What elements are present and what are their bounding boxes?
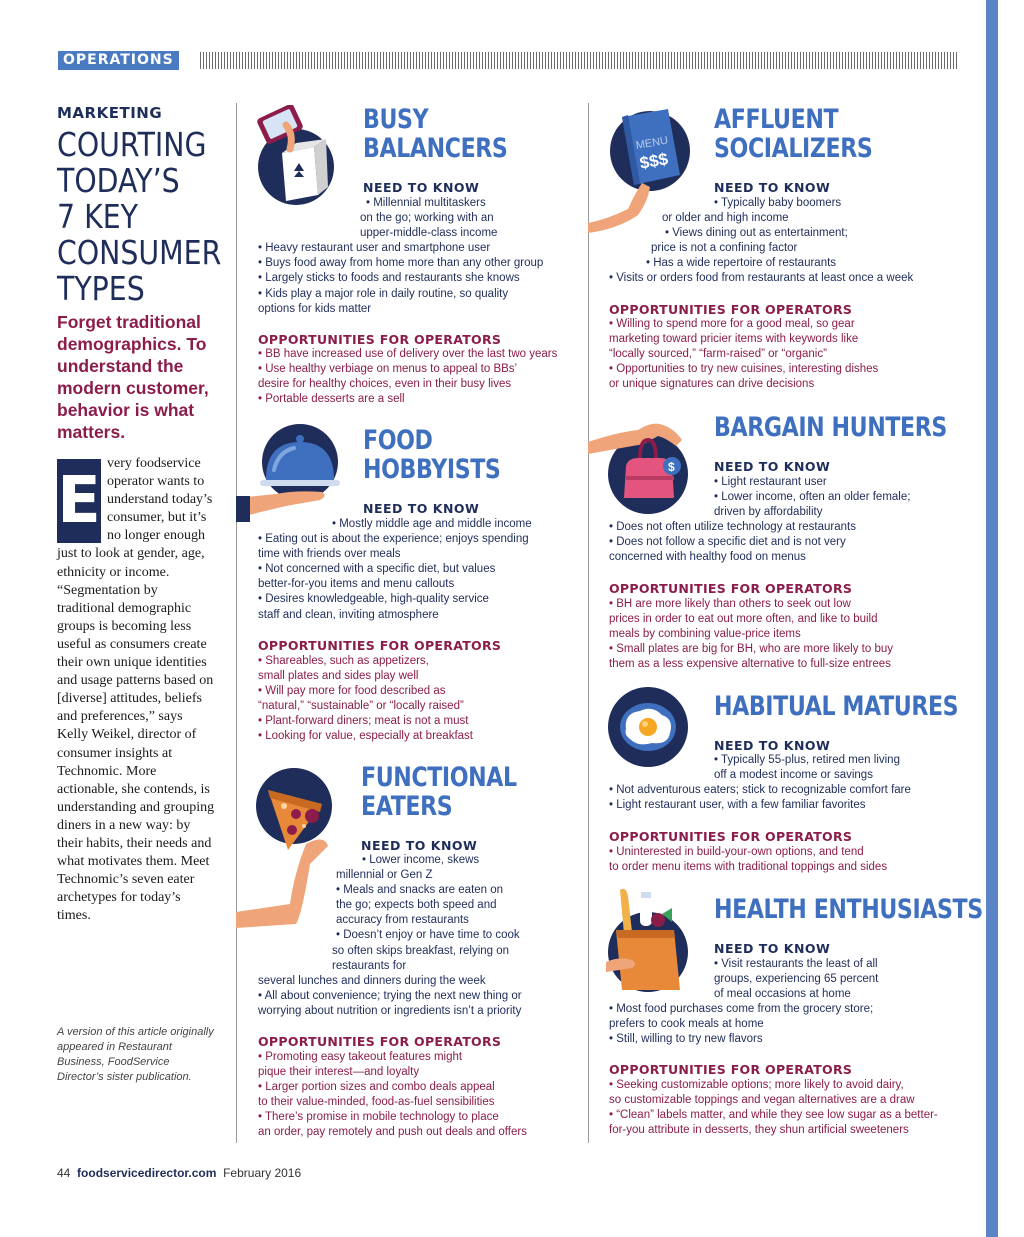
opportunities-heading: OPPORTUNITIES FOR OPERATORS (609, 829, 853, 844)
list-item: • Lower income, skews (362, 854, 480, 866)
list-item: • Meals and snacks are eaten on (336, 884, 504, 897)
list-item: • Opportunities to try new cuisines, interesting dishes (609, 363, 879, 376)
list-item: on the go; working with an (360, 212, 494, 225)
list-item: • Has a wide repertoire of restaurants (646, 257, 837, 270)
opportunities-list (609, 845, 887, 875)
list-item: to order menu items with traditional toppings and sides (609, 861, 888, 874)
list-item: • Doesn’t enjoy or have time to cook (336, 929, 520, 942)
list-item: • Promoting easy takeout features might (258, 1051, 463, 1063)
need-to-know-list (609, 957, 878, 1048)
headline-line: TODAY’S (57, 161, 180, 200)
list-item: • Light restaurant user, with a few familiar favorites (609, 799, 866, 812)
opportunities-list (609, 1078, 938, 1138)
body-text: very foodservice operator wants to understand today’s consumer, but it’s no longer enough just to look at gender, age, ethnicity or income. “Segmentation by traditional demographic groups is becoming less useful as consumers create their own unique identities and usage patterns based on [diverse] attitudes, beliefs and preferences,” says Kelly Weikel, director of consumer insights at Technomic. More actionable, she contends, is understanding and grouping diners in a new way: by their habits, their needs and what motivates them. Meet Technomic’s seven eater archetypes for today’s times. (57, 456, 215, 924)
need-to-know-heading: NEED TO KNOW (714, 941, 831, 956)
list-item: • Eating out is about the experience; enjoys spending (258, 533, 529, 546)
list-item: • Desires knowledgeable, high-quality service (258, 593, 489, 606)
list-item: • All about convenience; trying the next new thing or (258, 989, 522, 1002)
need-to-know-heading: NEED TO KNOW (363, 180, 480, 195)
list-item: price is not a confining factor (651, 242, 798, 255)
list-item: concerned with healthy food on menus (609, 551, 806, 564)
list-item: • Not concerned with a specific diet, but values (258, 563, 496, 576)
list-item: staff and clean, inviting atmosphere (258, 608, 439, 621)
list-item: • Largely sticks to foods and restaurants she knows (258, 272, 520, 285)
list-item: an order, pay remotely and push out deals and offers (258, 1126, 527, 1139)
list-item: • Shareables, such as appetizers, (258, 655, 429, 667)
site-name: foodservicedirector.com (77, 1166, 217, 1180)
list-item: or older and high income (662, 212, 789, 225)
list-item: worrying about nutrition or ingredients isn’t a priority (258, 1004, 522, 1017)
list-item: the go; expects both speed and (336, 899, 497, 912)
list-item: • Views dining out as entertainment; (665, 227, 848, 240)
list-item: • Visit restaurants the least of all (714, 958, 878, 970)
need-to-know-list (609, 753, 911, 813)
need-to-know-list (258, 517, 532, 623)
persona-title: FUNCTIONAL (361, 762, 517, 793)
persona-title: SOCIALIZERS (714, 133, 873, 164)
opportunities-heading: OPPORTUNITIES FOR OPERATORS (258, 1034, 502, 1049)
need-to-know-list (609, 475, 910, 566)
list-item: • Typically baby boomers (714, 197, 842, 209)
list-item: • There’s promise in mobile technology to place (258, 1111, 499, 1124)
opportunities-heading: OPPORTUNITIES FOR OPERATORS (258, 638, 502, 653)
headline-line: 7 KEY (57, 197, 138, 236)
opportunities-list (258, 347, 557, 407)
list-item: • Looking for value, especially at breakfast (258, 730, 473, 743)
list-item: upper-middle-class income (360, 227, 498, 240)
persona-title: BARGAIN HUNTERS (714, 412, 947, 443)
persona-title: HEALTH ENTHUSIASTS (714, 894, 983, 925)
opportunities-heading: OPPORTUNITIES FOR OPERATORS (609, 581, 853, 596)
list-item: • Will pay more for food described as (258, 685, 446, 698)
page-number: 44 (57, 1166, 71, 1180)
headline-line: CONSUMER (57, 233, 222, 272)
list-item: • Portable desserts are a sell (258, 393, 405, 406)
list-item: • Does not follow a specific diet and is not very (609, 536, 846, 549)
list-item: prefers to cook meals at home (609, 1018, 764, 1031)
list-item: • Light restaurant user (714, 476, 827, 488)
issue-date: February 2016 (223, 1166, 302, 1180)
need-to-know-heading: NEED TO KNOW (361, 838, 478, 853)
serving-cloche-icon (236, 420, 356, 525)
persona-title: BUSY (363, 104, 429, 135)
list-item: for-you attribute in desserts, they shun artificial sweeteners (609, 1124, 909, 1137)
menu-price: $$$ (638, 149, 670, 173)
opportunities-heading: OPPORTUNITIES FOR OPERATORS (258, 332, 502, 347)
list-item: desire for healthy choices, even in their busy lives (258, 378, 512, 391)
list-item: so often skips breakfast, relying on (332, 944, 510, 957)
list-item: • Still, willing to try new flavors (609, 1033, 763, 1046)
page-edge-bar (986, 0, 998, 1237)
headline-line: COURTING (57, 125, 207, 164)
section-tag: OPERATIONS (58, 51, 179, 70)
persona-title: AFFLUENT (714, 104, 839, 135)
opportunities-heading: OPPORTUNITIES FOR OPERATORS (609, 302, 853, 317)
list-item: several lunches and dinners during the week (258, 974, 486, 987)
list-item: • Small plates are big for BH, who are more likely to buy (609, 643, 893, 656)
list-item: better-for-you items and menu callouts (258, 578, 455, 591)
list-item: to their value-minded, food-as-fuel sensibilities (258, 1096, 495, 1109)
list-item: pique their interest—and loyalty (258, 1066, 420, 1079)
list-item: • Millennial multitaskers (366, 197, 486, 209)
persona-title: FOOD (363, 425, 433, 456)
list-item: • Typically 55-plus, retired men living (714, 754, 900, 766)
persona-title: HABITUAL MATURES (714, 691, 959, 722)
menu-text: MENU (634, 134, 669, 153)
list-item: small plates and sides play well (258, 670, 419, 683)
list-item: or unique signatures can drive decisions (609, 378, 815, 391)
list-item: prices in order to eat out more often, and like to build (609, 613, 878, 626)
header-rule-pattern (200, 52, 958, 69)
body-copy (57, 455, 217, 925)
list-item: • Kids play a major role in daily routine, so quality (258, 287, 509, 300)
deck: Forget traditional demographics. To understand the modern customer, behavior is what matters. (57, 312, 209, 442)
opportunities-list (258, 1050, 527, 1141)
list-item: • Lower income, often an older female; (714, 491, 911, 504)
persona-title: EATERS (361, 791, 453, 822)
headline (57, 125, 222, 308)
list-item: groups, experiencing 65 percent (714, 973, 879, 986)
column-rule (588, 103, 589, 1143)
list-item: • Not adventurous eaters; stick to recognizable comfort fare (609, 784, 911, 797)
need-to-know-heading: NEED TO KNOW (714, 180, 831, 195)
list-item: accuracy from restaurants (336, 914, 469, 927)
need-to-know-heading: NEED TO KNOW (714, 738, 831, 753)
list-item: • Mostly middle age and middle income (332, 518, 532, 530)
list-item: marketing toward pricier items with keywords like (609, 333, 859, 346)
list-item: • BB have increased use of delivery over the last two years (258, 348, 558, 360)
headline-line: TYPES (57, 269, 145, 308)
list-item: • Visits or orders food from restaurants at least once a week (609, 272, 914, 285)
list-item: restaurants for (332, 959, 407, 972)
opportunities-list (609, 597, 893, 672)
list-item: “locally sourced,” “farm-raised” or “organic” (609, 348, 827, 361)
list-item: • Heavy restaurant user and smartphone user (258, 242, 491, 255)
list-item: of meal occasions at home (714, 988, 851, 1001)
list-item: millennial or Gen Z (336, 869, 433, 882)
need-to-know-list (258, 853, 522, 1019)
persona-title: BALANCERS (363, 133, 508, 164)
need-to-know-list (609, 196, 913, 287)
list-item: meals by combining value-price items (609, 628, 801, 641)
kicker: MARKETING (57, 104, 163, 122)
list-item: • Willing to spend more for a good meal, so gear (609, 318, 855, 330)
list-item: • “Clean” labels matter, and while they see low sugar as a better- (609, 1109, 938, 1122)
opportunities-heading: OPPORTUNITIES FOR OPERATORS (609, 1062, 853, 1077)
opportunities-list (258, 654, 473, 745)
list-item: • Uninterested in build-your-own options, and tend (609, 846, 864, 858)
list-item: so customizable toppings and vegan alternatives are a draw (609, 1094, 915, 1107)
list-item: • Does not often utilize technology at restaurants (609, 521, 856, 534)
list-item: “natural,” “sustainable” or “locally raised” (258, 700, 464, 713)
folio (57, 1166, 301, 1180)
list-item: them as a less expensive alternative to full-size entrees (609, 658, 891, 671)
list-item: • BH are more likely than others to seek out low (609, 598, 851, 610)
need-to-know-heading: NEED TO KNOW (363, 501, 480, 516)
list-item: • Use healthy verbiage on menus to appeal to BBs’ (258, 363, 518, 376)
price-tag-symbol: $ (668, 460, 675, 474)
need-to-know-heading: NEED TO KNOW (714, 459, 831, 474)
opportunities-list (609, 317, 878, 392)
list-item: • Buys food away from home more than any other group (258, 257, 544, 270)
list-item: • Larger portion sizes and combo deals appeal (258, 1081, 495, 1094)
source-note: A version of this article originally appeared in Restaurant Business, FoodService Director’s sister publication. (57, 1026, 214, 1083)
need-to-know-list (258, 196, 543, 317)
list-item: • Plant-forward diners; meat is not a must (258, 715, 469, 728)
list-item: time with friends over meals (258, 548, 401, 561)
drop-cap: E (57, 459, 101, 543)
column-rule (236, 103, 237, 1143)
list-item: options for kids matter (258, 302, 372, 315)
list-item: • Seeking customizable options; more likely to avoid dairy, (609, 1079, 904, 1091)
list-item: • Most food purchases come from the grocery store; (609, 1003, 874, 1016)
persona-title: HOBBYISTS (363, 454, 501, 485)
list-item: off a modest income or savings (714, 769, 873, 782)
list-item: driven by affordability (714, 506, 823, 519)
